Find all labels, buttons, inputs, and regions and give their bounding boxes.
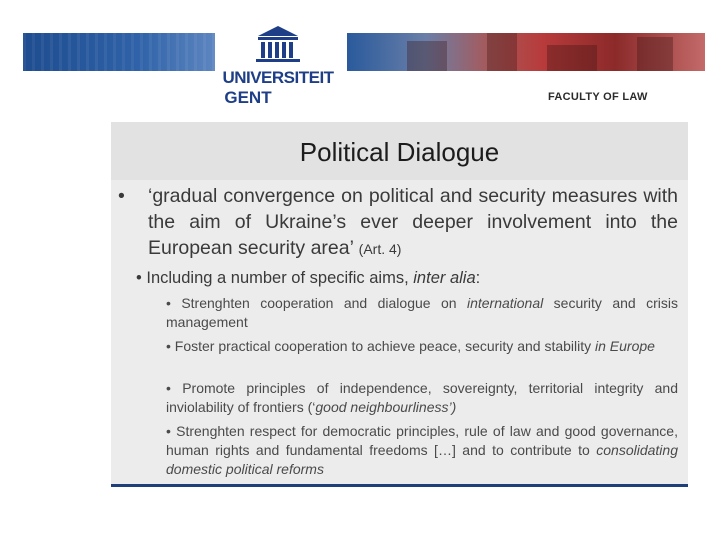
sub-bullet-3-text: Promote principles of independence, sovereignty, territorial integrity and inviolability of frontiers (‘ <box>166 380 678 415</box>
header-banner-left <box>23 33 215 71</box>
sub-bullet-3-italic: good neighbourliness’) <box>315 399 457 415</box>
bullet-marker: • <box>118 185 125 207</box>
sub-bullet-3: • Promote principles of independence, sovereignty, territorial integrity and inviolability of frontiers (‘good neighbourliness’) <box>166 380 678 415</box>
bullet-2-text: Including a number of specific aims, <box>146 269 414 287</box>
sub-bullet-2: • Foster practical cooperation to achieve peace, security and stability in Europe <box>166 338 655 354</box>
header-banner-right-photo <box>347 33 705 71</box>
sub-bullet-2-italic: in Europe <box>595 338 655 354</box>
bullet-1-quote: ‘gradual convergence on political and security measures with the aim of Ukraine’s ever deeper involvement into the European security area’ <box>148 185 678 259</box>
sub-bullet-1: • Strenghten cooperation and dialogue on international security and crisis management <box>166 295 678 330</box>
logo-text-universiteit: UNIVERSITEIT <box>222 68 334 87</box>
bullet-1-article-ref: (Art. 4) <box>358 241 402 257</box>
sub-bullet-2-text: Foster practical cooperation to achieve peace, security and stability <box>174 338 596 354</box>
sub-bullet-1-tail: security and crisis management <box>166 295 678 330</box>
university-logo <box>222 24 334 110</box>
faculty-label: FACULTY OF LAW <box>548 91 648 103</box>
bullet-2-colon: : <box>475 269 481 287</box>
sub-bullet-1-text: Strenghten cooperation and dialogue on <box>181 295 467 311</box>
sub-bullet-1-italic: international <box>466 295 544 311</box>
sub-bullet-4: • Strenghten respect for democratic principles, rule of law and good governance, human rights and fundamental freedoms […] and to contribute to consolidating domestic political reforms <box>166 423 678 477</box>
sub-bullet-4-text: Strenghten respect for democratic principles, rule of law and good governance, human rights and fundamental freedoms […] and to contribute to <box>166 423 678 458</box>
university-ghent-logo-icon <box>222 24 334 110</box>
logo-text-gent: GENT <box>224 88 272 107</box>
bullet-level-1 <box>118 183 678 262</box>
slide-title: Political Dialogue <box>299 137 500 167</box>
sub-bullet-4-italic: consolidating domestic political reforms <box>166 442 678 477</box>
bullet-text <box>148 183 678 262</box>
bullet-level-2: • Including a number of specific aims, inter alia: <box>136 269 481 287</box>
bullet-2-italic: inter alia <box>413 269 476 287</box>
